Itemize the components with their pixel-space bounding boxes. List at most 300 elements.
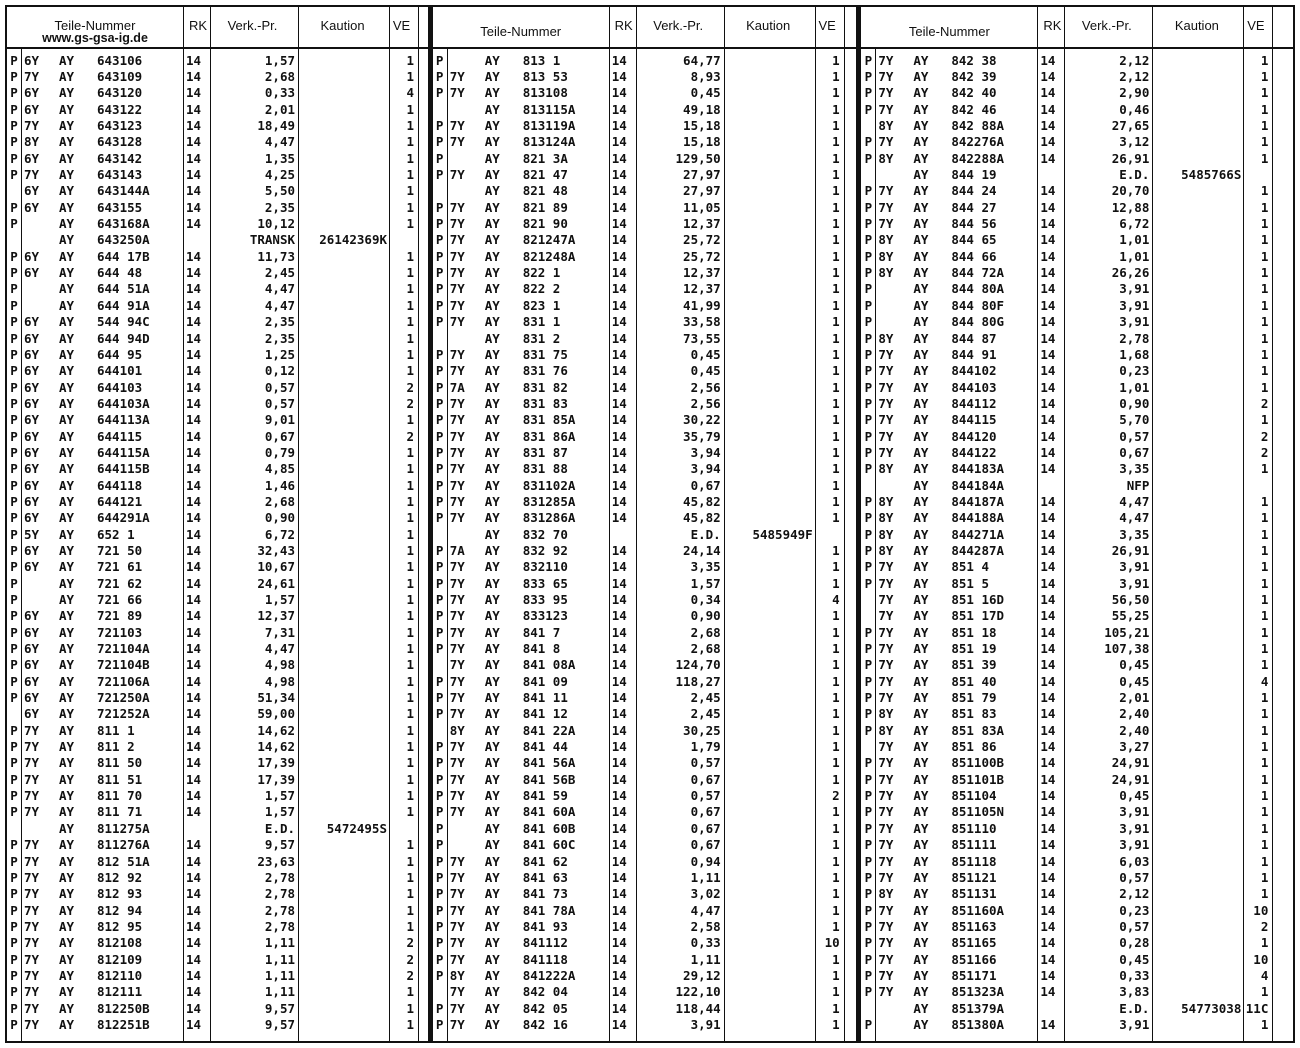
ve-qty: 1 (406, 461, 414, 477)
header-kaution: Kaution (320, 18, 365, 33)
ve-qty: 1 (832, 85, 840, 101)
price: 3,02 (690, 886, 721, 902)
column-rule (447, 49, 448, 1041)
ve-qty: 1 (406, 559, 414, 575)
series-code: AY (59, 493, 75, 509)
rk-code: 14 (186, 265, 202, 281)
p-marker: P (864, 559, 873, 575)
part-number: 844 80A (951, 281, 1005, 297)
rk-code: 14 (186, 853, 202, 869)
rk-code: 14 (611, 886, 627, 902)
p-marker: P (864, 967, 873, 983)
series-code: AY (59, 444, 75, 460)
part-number: 841 09 (522, 673, 568, 689)
price: 0,79 (264, 444, 295, 460)
series-code: AY (484, 559, 500, 575)
price: 2,68 (690, 624, 721, 640)
table-row (7, 722, 428, 738)
rk-code: 14 (611, 314, 627, 330)
series-code: AY (59, 1016, 75, 1032)
p-marker: P (10, 984, 18, 1000)
ve-qty: 1 (406, 542, 414, 558)
type-code: 7Y (878, 183, 894, 199)
price: 2,78 (264, 869, 295, 885)
table-row (7, 591, 428, 607)
type-code: 7Y (878, 853, 894, 869)
series-code: AY (59, 804, 75, 820)
rk-code: 14 (1040, 85, 1056, 101)
rk-code: 14 (1040, 1016, 1056, 1032)
table-row (7, 559, 428, 575)
price: 27,65 (1111, 118, 1150, 134)
series-code: AY (59, 755, 75, 771)
type-code: 7Y (24, 739, 40, 755)
part-number: 851 79 (951, 690, 997, 706)
series-code: AY (913, 869, 929, 885)
series-code: AY (59, 739, 75, 755)
series-code: AY (913, 444, 929, 460)
price: 0,90 (690, 608, 721, 624)
series-code: AY (59, 134, 75, 150)
rk-code: 14 (186, 624, 202, 640)
table-row (433, 820, 857, 836)
rk-code: 14 (186, 346, 202, 362)
part-number: 851380A (951, 1016, 1005, 1032)
price: 0,67 (690, 837, 721, 853)
ve-qty: 2 (832, 788, 840, 804)
price: 4,47 (264, 134, 295, 150)
rk-code: 14 (186, 167, 202, 183)
price: 2,40 (1119, 706, 1150, 722)
rk-code: 14 (1040, 771, 1056, 787)
ve-qty: 1 (1260, 788, 1269, 804)
type-code: 7Y (449, 608, 465, 624)
rk-code: 14 (611, 739, 627, 755)
table-row (433, 1016, 857, 1032)
ve-qty: 1 (1260, 886, 1269, 902)
ve-qty: 1 (1260, 232, 1269, 248)
type-code: 7Y (449, 788, 465, 804)
series-code: AY (484, 216, 500, 232)
ve-qty: 1 (1260, 542, 1269, 558)
part-number: 841 56B (522, 771, 576, 787)
series-code: AY (484, 477, 500, 493)
part-number: 851110 (951, 820, 997, 836)
rk-code: 14 (1040, 967, 1056, 983)
series-code: AY (59, 199, 75, 215)
rk-code: 14 (186, 101, 202, 117)
part-number: 841 60C (522, 837, 576, 853)
series-code: AY (59, 167, 75, 183)
p-marker: P (864, 1016, 873, 1032)
table-row (7, 853, 428, 869)
kaution: 5485949F (752, 526, 813, 542)
price: 15,18 (683, 118, 721, 134)
p-marker: P (864, 216, 873, 232)
table-row (433, 853, 857, 869)
type-code: 8Y (878, 542, 894, 558)
series-code: AY (484, 265, 500, 281)
header-ve: VE (392, 18, 411, 33)
price: 0,57 (690, 788, 721, 804)
rk-code: 14 (611, 902, 627, 918)
ve-qty: 1 (406, 739, 414, 755)
ve-qty: 1 (832, 624, 840, 640)
series-code: AY (484, 935, 500, 951)
ve-qty: 1 (1260, 363, 1269, 379)
ve-qty: 1 (832, 444, 840, 460)
ve-qty: 1 (406, 363, 414, 379)
part-number: 812111 (97, 984, 143, 1000)
part-number: 841222A (522, 967, 576, 983)
type-code: 7Y (878, 216, 894, 232)
rk-code: 14 (186, 575, 202, 591)
p-marker: P (435, 771, 444, 787)
p-marker: P (435, 52, 444, 68)
part-number: 643155 (97, 199, 143, 215)
ve-qty: 1 (832, 379, 840, 395)
part-number: 833 65 (522, 575, 568, 591)
series-code: AY (484, 52, 500, 68)
type-code: 7Y (24, 118, 40, 134)
p-marker: P (864, 314, 873, 330)
ve-qty: 1 (832, 886, 840, 902)
price: 12,37 (683, 265, 721, 281)
rk-code: 14 (611, 428, 627, 444)
p-marker: P (864, 346, 873, 362)
rk-code: 14 (611, 820, 627, 836)
rk-code: 14 (611, 1000, 627, 1016)
series-code: AY (484, 167, 500, 183)
price: 0,23 (1119, 363, 1150, 379)
type-code: 7Y (449, 575, 465, 591)
price: 1,01 (1119, 248, 1150, 264)
type-code: 7Y (449, 869, 465, 885)
price: 1,57 (264, 804, 295, 820)
p-marker: P (864, 85, 873, 101)
table-row (433, 101, 857, 117)
table-row (7, 673, 428, 689)
column-rule (1243, 7, 1244, 1041)
p-marker: P (10, 804, 18, 820)
rk-code: 14 (186, 722, 202, 738)
price: 24,91 (1111, 755, 1150, 771)
part-number: 644115A (97, 444, 150, 460)
p-marker: P (435, 624, 444, 640)
ve-qty: 1 (832, 493, 840, 509)
ve-qty: 1 (832, 575, 840, 591)
type-code: 7Y (878, 428, 894, 444)
table-row (7, 951, 428, 967)
ve-qty: 1 (406, 118, 414, 134)
type-code: 7Y (878, 984, 894, 1000)
ve-qty: 1 (406, 771, 414, 787)
rk-code: 14 (611, 493, 627, 509)
series-code: AY (484, 542, 500, 558)
series-code: AY (59, 314, 75, 330)
p-marker: P (10, 297, 18, 313)
table-row (7, 412, 428, 428)
rk-code: 14 (1040, 150, 1056, 166)
part-number: 842 88A (951, 118, 1005, 134)
series-code: AY (913, 837, 929, 853)
table-row (861, 624, 1293, 640)
p-marker: P (10, 575, 18, 591)
series-code: AY (913, 281, 929, 297)
p-marker: P (10, 477, 18, 493)
rk-code: 14 (1040, 510, 1056, 526)
table-row (861, 477, 1293, 493)
price: 4,47 (1119, 510, 1150, 526)
table-row (433, 575, 857, 591)
series-code: AY (59, 608, 75, 624)
table-row (7, 183, 428, 199)
header-teile-label: Teile-Nummer (480, 23, 562, 39)
table-row (433, 624, 857, 640)
type-code: 7Y (24, 951, 40, 967)
header-verk-pr: Verk.-Pr. (1081, 18, 1132, 33)
type-code: 6Y (24, 477, 40, 493)
table-row (7, 85, 428, 101)
rk-code: 14 (186, 967, 202, 983)
ve-qty: 10 (1253, 902, 1269, 918)
price: 1,11 (264, 951, 295, 967)
price: 0,94 (690, 853, 721, 869)
part-number: 831 76 (522, 363, 568, 379)
part-number: 844115 (951, 412, 997, 428)
part-number: 842 04 (522, 984, 568, 1000)
rk-code: 14 (1040, 101, 1056, 117)
table-row (861, 591, 1293, 607)
table-row (7, 395, 428, 411)
type-code: 7Y (878, 134, 894, 150)
rk-code: 14 (1040, 804, 1056, 820)
ve-qty: 1 (406, 690, 414, 706)
part-number: 844 24 (951, 183, 997, 199)
part-number: 842 39 (951, 69, 997, 85)
table-row (433, 608, 857, 624)
rk-code: 14 (1040, 265, 1056, 281)
rk-code: 14 (186, 837, 202, 853)
price: 12,37 (257, 608, 295, 624)
table-row (861, 428, 1293, 444)
type-code: 7Y (24, 1000, 40, 1016)
table-row (861, 640, 1293, 656)
series-code: AY (484, 232, 500, 248)
series-code: AY (484, 722, 500, 738)
website-url: www.gs-gsa-ig.de (42, 30, 148, 45)
table-row (7, 330, 428, 346)
rk-code: 14 (186, 1016, 202, 1032)
ve-qty: 1 (1260, 739, 1269, 755)
rk-code: 14 (1040, 493, 1056, 509)
type-code: 7Y (449, 346, 465, 362)
type-code: 7Y (878, 739, 894, 755)
part-number: 812109 (97, 951, 143, 967)
rk-code: 14 (1040, 281, 1056, 297)
type-code: 6Y (24, 641, 40, 657)
rk-code: 14 (1040, 608, 1056, 624)
part-number: 812110 (97, 967, 143, 983)
table-row (433, 657, 857, 673)
part-number: 822 1 (522, 265, 561, 281)
type-code: 7Y (24, 1016, 40, 1032)
part-number: 844102 (951, 363, 997, 379)
price: 0,90 (1119, 395, 1150, 411)
price: 0,45 (690, 363, 721, 379)
p-marker: P (435, 575, 444, 591)
table-row (433, 869, 857, 885)
rk-code: 14 (611, 444, 627, 460)
rk-code: 14 (186, 510, 202, 526)
table-row (861, 542, 1293, 558)
series-code: AY (913, 1016, 929, 1032)
header-teile-nummer (7, 7, 183, 47)
type-code: 7Y (24, 804, 40, 820)
p-marker: P (435, 510, 444, 526)
p-marker: P (435, 216, 444, 232)
series-code: AY (59, 951, 75, 967)
series-code: AY (484, 804, 500, 820)
series-code: AY (913, 150, 929, 166)
p-marker: P (10, 363, 18, 379)
part-number: 832 70 (522, 526, 568, 542)
table-row (861, 134, 1293, 150)
p-marker: P (435, 869, 444, 885)
series-code: AY (913, 330, 929, 346)
part-number: 811 2 (97, 739, 135, 755)
price: 2,78 (264, 886, 295, 902)
price: 2,68 (264, 69, 295, 85)
part-number: 644103 (97, 379, 143, 395)
ve-qty: 1 (406, 853, 414, 869)
p-marker: P (435, 608, 444, 624)
price: 2,35 (264, 314, 295, 330)
p-marker: P (435, 788, 444, 804)
series-code: AY (913, 542, 929, 558)
p-marker: P (10, 918, 18, 934)
series-code: AY (484, 869, 500, 885)
p-marker: P (864, 444, 873, 460)
table-row (7, 820, 428, 836)
ve-qty: 1 (406, 755, 414, 771)
series-code: AY (484, 853, 500, 869)
table-row (861, 787, 1293, 803)
part-number: 721 62 (97, 575, 143, 591)
price: 14,62 (257, 739, 295, 755)
p-marker: P (435, 1000, 444, 1016)
part-number: 721252A (97, 706, 150, 722)
price: 25,72 (683, 232, 721, 248)
type-code: 7Y (878, 608, 894, 624)
series-code: AY (484, 199, 500, 215)
price: 12,37 (683, 216, 721, 232)
ve-qty: 2 (406, 428, 414, 444)
ve-qty: 1 (832, 739, 840, 755)
column-header (861, 7, 1293, 49)
part-number: 841 56A (522, 755, 576, 771)
ve-qty: 1 (1260, 1016, 1269, 1032)
ve-qty: 1 (832, 657, 840, 673)
ve-qty: 1 (1260, 461, 1269, 477)
rk-code: 14 (186, 804, 202, 820)
ve-qty: 1 (1260, 330, 1269, 346)
type-code: 6Y (24, 330, 40, 346)
p-marker: P (864, 657, 873, 673)
rk-code: 14 (186, 52, 202, 68)
type-code: 7Y (449, 1000, 465, 1016)
ve-qty: 2 (406, 935, 414, 951)
type-code: 8Y (449, 967, 465, 983)
ve-qty: 1 (832, 1016, 840, 1032)
rk-code: 14 (611, 837, 627, 853)
p-marker: P (435, 592, 444, 608)
ve-qty: 1 (832, 297, 840, 313)
price: 0,28 (1119, 935, 1150, 951)
price: 51,34 (257, 690, 295, 706)
rk-code: 14 (611, 559, 627, 575)
price: 25,72 (683, 248, 721, 264)
part-number: 643144A (97, 183, 150, 199)
part-number: 811 1 (97, 722, 135, 738)
type-code: 7Y (449, 559, 465, 575)
ve-qty: 1 (406, 1016, 414, 1032)
ve-qty: 1 (406, 444, 414, 460)
column-rule (1064, 7, 1065, 1041)
rk-code: 14 (1040, 363, 1056, 379)
p-marker: P (10, 412, 18, 428)
rk-code: 14 (186, 608, 202, 624)
price: 9,57 (264, 1016, 295, 1032)
series-code: AY (913, 608, 929, 624)
ve-qty: 1 (832, 984, 840, 1000)
price: NFP (1126, 477, 1150, 493)
rk-code: 14 (611, 412, 627, 428)
rk-code: 14 (1040, 542, 1056, 558)
type-code: 7Y (24, 771, 40, 787)
table-row (433, 755, 857, 771)
price: 17,39 (257, 755, 295, 771)
series-code: AY (913, 101, 929, 117)
p-marker: P (10, 167, 18, 183)
rk-code: 14 (186, 395, 202, 411)
part-number: 841 73 (522, 886, 568, 902)
rk-code: 14 (611, 477, 627, 493)
part-number: 812 95 (97, 918, 143, 934)
price: 3,35 (690, 559, 721, 575)
type-code: 8Y (878, 232, 894, 248)
part-number: 643128 (97, 134, 143, 150)
part-number: 844271A (951, 526, 1005, 542)
series-code: AY (484, 837, 500, 853)
table-row (7, 787, 428, 803)
type-code: 7Y (878, 559, 894, 575)
part-number: 844184A (951, 477, 1005, 493)
series-code: AY (484, 101, 500, 117)
part-number: 851 5 (951, 575, 989, 591)
p-marker: P (864, 820, 873, 836)
price: 3,12 (1119, 134, 1150, 150)
part-number: 851131 (951, 886, 997, 902)
table-row (433, 68, 857, 84)
type-code: 6Y (24, 314, 40, 330)
part-number: 844 56 (951, 216, 997, 232)
part-number: 842 40 (951, 85, 997, 101)
price: 0,67 (690, 477, 721, 493)
price: 2,68 (690, 641, 721, 657)
ve-qty: 1 (832, 281, 840, 297)
p-marker: P (10, 379, 18, 395)
